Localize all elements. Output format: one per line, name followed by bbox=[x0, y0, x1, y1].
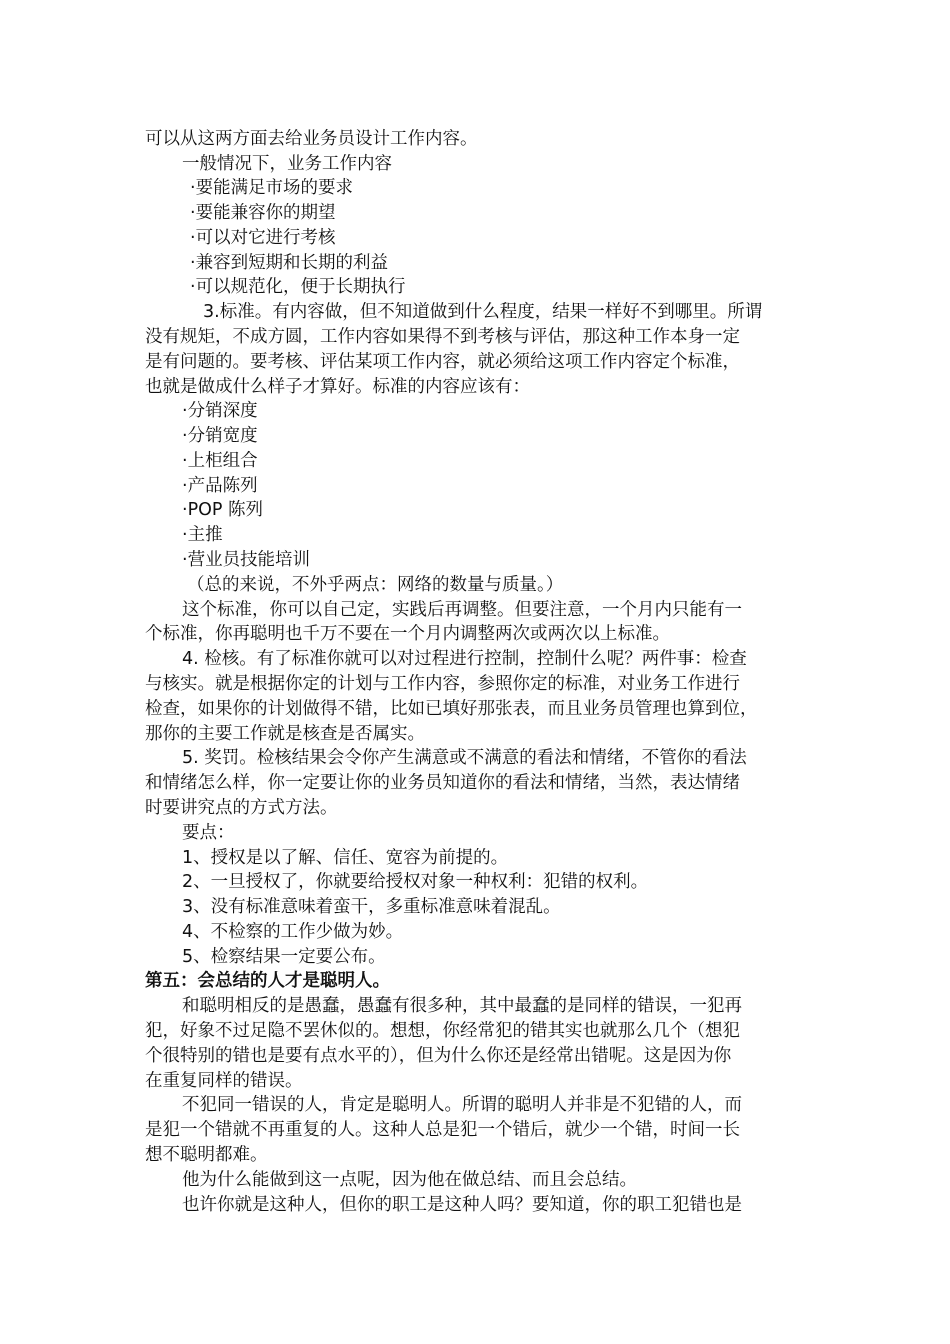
text-line: 时要讲究点的方式方法。 bbox=[145, 798, 338, 818]
text-line: 一般情况下，业务工作内容 bbox=[182, 154, 392, 174]
text-line: 是犯一个错就不再重复的人。这种人总是犯一个错后，就少一个错，时间一长 bbox=[145, 1120, 740, 1140]
list-item: ·主推 bbox=[182, 525, 223, 545]
text-line: 没有规矩，不成方圆，工作内容如果得不到考核与评估，那这种工作本身一定 bbox=[145, 327, 740, 347]
text-line: 与核实。就是根据你定的计划与工作内容，参照你定的标准，对业务工作进行 bbox=[145, 674, 740, 694]
list-item: ·分销宽度 bbox=[182, 426, 258, 446]
text-line: （总的来说，不外乎两点：网络的数量与质量。） bbox=[187, 575, 564, 595]
list-item: ·可以规范化，便于长期执行 bbox=[190, 277, 406, 297]
text-line: 个标准，你再聪明也千万不要在一个月内调整两次或两次以上标准。 bbox=[145, 624, 670, 644]
list-item: ·产品陈列 bbox=[182, 476, 258, 496]
text-line: 3.标准。有内容做，但不知道做到什么程度，结果一样好不到哪里。所谓 bbox=[203, 302, 763, 322]
list-item: ·营业员技能培训 bbox=[182, 550, 311, 570]
text-line: 可以从这两方面去给业务员设计工作内容。 bbox=[145, 129, 478, 149]
list-item: 2、一旦授权了，你就要给授权对象一种权利：犯错的权利。 bbox=[182, 872, 649, 892]
list-item: ·兼容到短期和长期的利益 bbox=[190, 253, 389, 273]
text-line: 4. 检核。有了标准你就可以对过程进行控制，控制什么呢？两件事：检查 bbox=[182, 649, 747, 669]
list-item: ·分销深度 bbox=[182, 401, 258, 421]
text-line: 也许你就是这种人，但你的职工是这种人吗？要知道，你的职工犯错也是 bbox=[182, 1195, 742, 1215]
list-item: ·POP 陈列 bbox=[182, 500, 264, 520]
list-item: ·要能满足市场的要求 bbox=[190, 178, 354, 198]
text-line: 个很特别的错也是要有点水平的），但为什么你还是经常出错呢。这是因为你 bbox=[145, 1046, 732, 1066]
text-line: 要点： bbox=[182, 823, 235, 843]
section-heading: 第五：会总结的人才是聪明人。 bbox=[145, 971, 390, 991]
text-line: 是有问题的。要考核、评估某项工作内容，就必须给这项工作内容定个标准， bbox=[145, 352, 740, 372]
text-line: 5. 奖罚。检核结果会令你产生满意或不满意的看法和情绪，不管你的看法 bbox=[182, 748, 747, 768]
text-line: 也就是做成什么样子才算好。标准的内容应该有： bbox=[145, 377, 530, 397]
text-line: 不犯同一错误的人，肯定是聪明人。所谓的聪明人并非是不犯错的人，而 bbox=[182, 1095, 742, 1115]
list-item: 1、授权是以了解、信任、宽容为前提的。 bbox=[182, 848, 509, 868]
text-line: 想不聪明都难。 bbox=[145, 1145, 268, 1165]
text-line: 和聪明相反的是愚蠢，愚蠢有很多种，其中最蠢的是同样的错误，一犯再 bbox=[182, 996, 742, 1016]
list-item: ·要能兼容你的期望 bbox=[190, 203, 336, 223]
text-line: 这个标准，你可以自己定，实践后再调整。但要注意，一个月内只能有一 bbox=[182, 600, 742, 620]
text-line: 在重复同样的错误。 bbox=[145, 1071, 303, 1091]
text-line: 犯，好象不过足隐不罢休似的。想想，你经常犯的错其实也就那么几个（想犯 bbox=[145, 1021, 740, 1041]
list-item: ·可以对它进行考核 bbox=[190, 228, 336, 248]
list-item: 3、没有标准意味着蛮干，多重标准意味着混乱。 bbox=[182, 897, 561, 917]
list-item: 4、不检察的工作少做为妙。 bbox=[182, 922, 404, 942]
text-line: 检查，如果你的计划做得不错，比如已填好那张表，而且业务员管理也算到位， bbox=[145, 699, 758, 719]
list-item: ·上柜组合 bbox=[182, 451, 258, 471]
text-line: 他为什么能做到这一点呢，因为他在做总结、而且会总结。 bbox=[182, 1170, 637, 1190]
text-line: 那你的主要工作就是核查是否属实。 bbox=[145, 724, 425, 744]
text-line: 和情绪怎么样，你一定要让你的业务员知道你的看法和情绪，当然，表达情绪 bbox=[145, 773, 740, 793]
list-item: 5、检察结果一定要公布。 bbox=[182, 947, 386, 967]
